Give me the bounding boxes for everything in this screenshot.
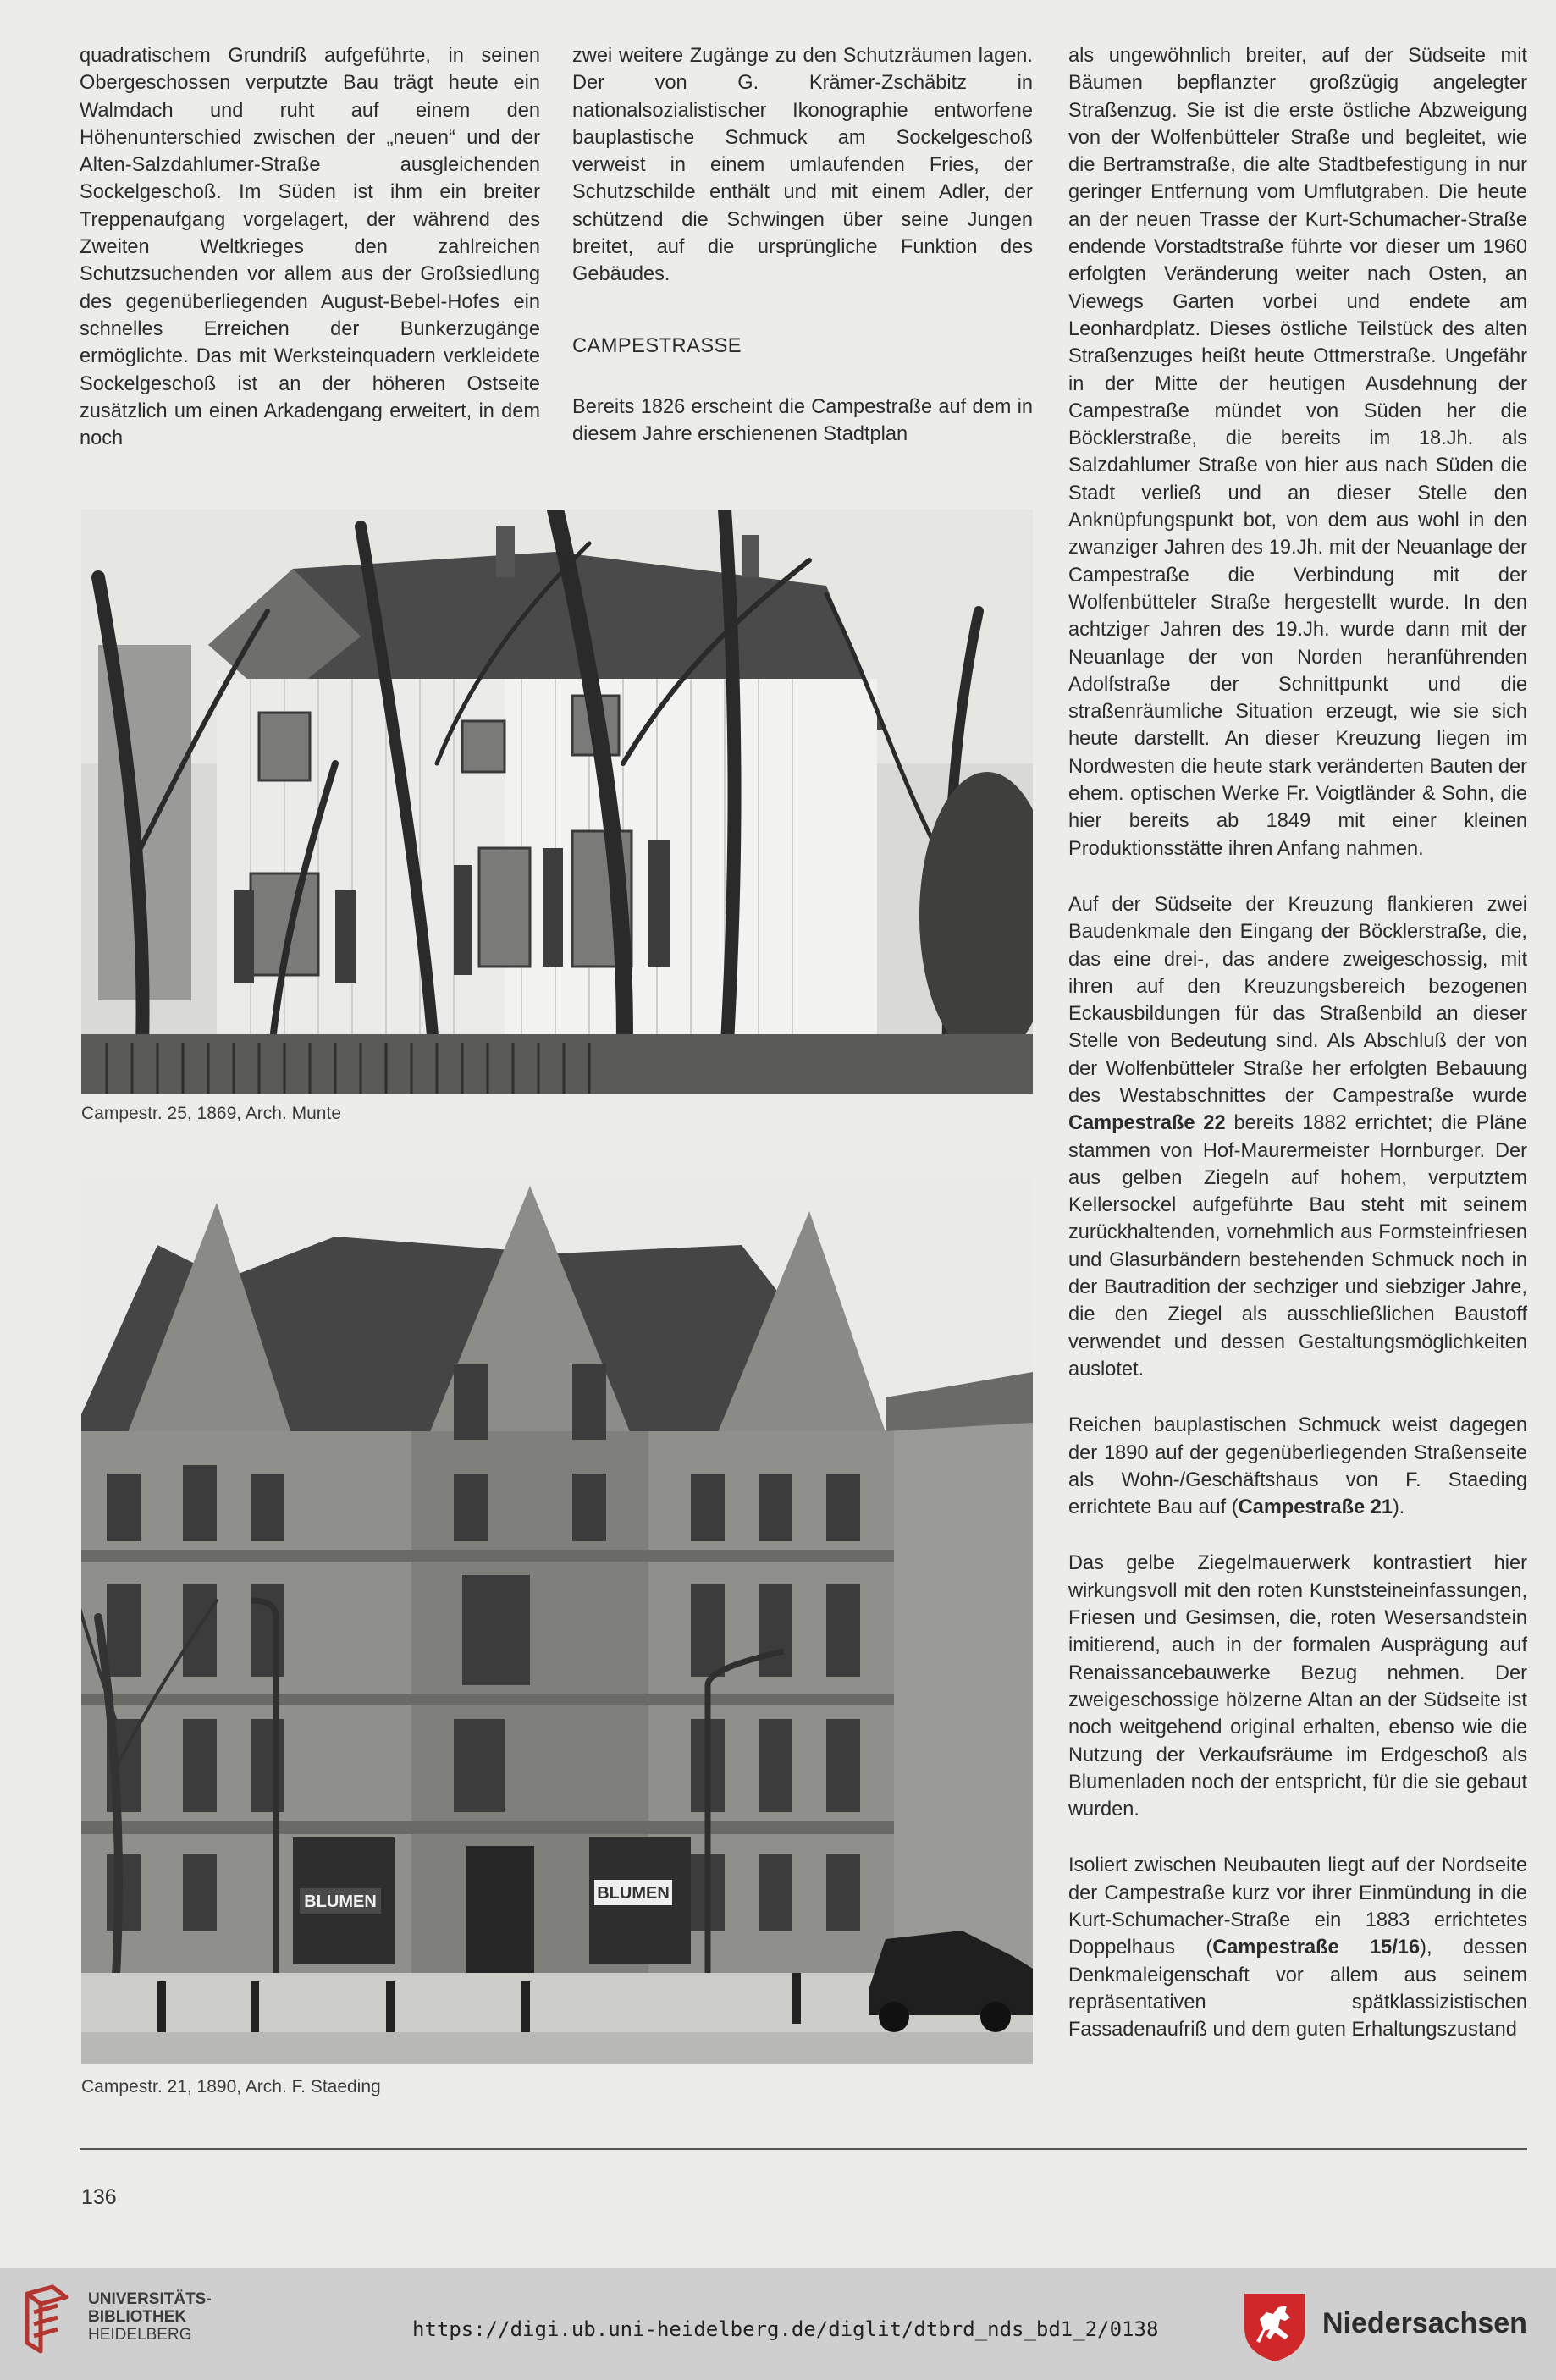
page-number: 136 [81,2185,117,2209]
photo-villa-image [81,510,1033,1094]
section-heading: CAMPESTRASSE [572,334,742,357]
bold-reference: Campestraße 22 [1068,1112,1226,1135]
bold-reference: Campestraße 15/16 [1212,1937,1421,1959]
bold-reference: Campestraße 21 [1238,1496,1393,1519]
text-run: Reichen bauplastischen Schmuck weist dagegen der 1890 auf der gegenüberliegenden Straßenseite als Wohn-/Geschäftshaus von F. Staeding errichtete Bau auf ( [1068,1414,1527,1519]
library-name-line: UNIVERSITÄTS- [88,2290,212,2308]
photo-villa [81,510,1033,1094]
text-run: ), dessen Denkmaleigenschaft vor allem aus seinem repräsentativen spätklassizistischen Fassadenaufriß und dem guten Erhaltungszustand [1068,1937,1527,2041]
photo-caption: Campestr. 21, 1890, Arch. F. Staeding [81,2077,381,2096]
photo-caption: Campestr. 25, 1869, Arch. Munte [81,1104,342,1123]
text-column-2 [572,42,1033,449]
paragraph [1068,891,1527,1383]
text-run: Isoliert zwischen Neubauten liegt auf der Nordseite der Campestraße kurz vor ihrer Einmündung in die Kurt-Schumacher-Straße ein 1883 errichtetes Doppelhaus ( [1068,1854,1527,1959]
paragraph: Bereits 1826 erscheint die Campestraße auf dem in diesem Jahre erschienenen Stadtplan [572,395,1033,446]
text-run: bereits 1882 errichtet; die Pläne stammen von Hof-Maurermeister Hornburger. Der aus gelben Ziegeln auf hohem, verputztem Kellersockel aufgeführte Bau steht mit seinem zurückhaltenden, vornehmlich aus Formsteinfriesen und Glasurbändern bestehenden Schmuck noch in der Bautradition der sechziger und siebziger Jahre, die den Ziegel als ausschließlichen Baustoff verwendet und dessen Gestaltungsmöglichkeiten auslotet. [1068,1112,1527,1380]
photo-corner-building [81,1177,1033,2064]
paragraph: als ungewöhnlich breiter, auf der Südseite mit Bäumen bepflanzter großzügig angelegter Straßenzug. Sie ist die erste östliche Abzweigung von der Wolfenbütteler Straße und begleitet, wie die Bertramstraße, die alte Stadtbefestigung in nur geringer Entfernung vom Umflutgraben. Die heute an der neuen Trasse der Kurt-Schumacher-Straße endende Vorstadtstraße führte vor dieser um 1960 erfolgten Veränderung weiter nach Osten, an Viewegs Garten vorbei und endete am Leonhardplatz. Dieses östliche Teilstück des alten Straßenzuges heißt heute Ottmerstraße. Ungefähr in der Mitte der heutigen Ausdehnung der Campestraße mündet von Süden her die Böcklerstraße, die bereits im 18.Jh. als Salzdahlumer Straße von hier aus nach Süden die Stadt verließ und an dieser Stelle den Anknüpfungspunkt bot, von dem aus wohl in den zwanziger Jahren des 19.Jh. mit der Neuanlage der Campestraße die Verbindung mit der Wolfenbütteler Straße hergestellt wurde. In den achtziger Jahren des 19.Jh. wurde dann mit der Neuanlage der von Norden heranführenden Adolfstraße der Schnittpunkt und die straßenräumliche Situation erzeugt, wie sie sich heute darstellt. An dieser Kreuzung liegen im Nordwesten die heute stark veränderten Bauten der ehem. optischen Werke Fr. Voigtländer & Sohn, die hier bereits ab 1849 mit einer kleinen Produktionsstätte ihren Anfang nahmen. [1068,45,1527,860]
text-column-3 [1068,42,1527,2043]
paragraph [1068,1852,1527,2043]
library-name-line: BIBLIOTHEK [88,2308,187,2326]
state-name: Niedersachsen [1322,2307,1527,2339]
library-name-line: HEIDELBERG [88,2326,192,2344]
footer-rule [80,2148,1527,2150]
permalink-url[interactable]: https://digi.ub.uni-heidelberg.de/diglit/dtbrd_nds_bd1_2/0138 [412,2317,1159,2341]
lower-saxony-horse-emblem-icon [1241,2290,1309,2363]
library-name [88,2290,212,2344]
shop-sign-left: BLUMEN [304,1892,377,1911]
photo-corner-building-image [81,1177,1033,2064]
text-run: Auf der Südseite der Kreuzung flankieren zwei Baudenkmale den Eingang der Böcklerstraße, die, das eine drei-, das andere zweigeschossig, mit ihren auf den Kreuzungsbereich bezogenen Eckausbildungen für das Straßenbild an dieser Stelle von Bedeutung sind. Als Abschluß der von der Wolfenbütteler Straße her erfolgten Bebauung des Westabschnittes der Campestraße wurde [1068,893,1527,1107]
paragraph: quadratischem Grundriß aufgeführte, in seinen Obergeschossen verputzte Bau trägt heute ein Walmdach und ruht auf einem den Höhenunterschied zwischen der „neuen“ und der Alten-Salzdahlumer-Straße ausgleichenden Sockelgeschoß. Im Süden ist ihm ein breiter Treppenaufgang vorgelagert, der während des Zweiten Weltkrieges den zahlreichen Schutzsuchenden vor allem aus der Großsiedlung des gegenüberliegenden August-Bebel-Hofes ein schnelles Erreichen der Bunkerzugänge ermöglichte. Das mit Werksteinquadern verkleidete Sockelgeschoß ist an der höheren Ostseite zusätzlich um einen Arkadengang erweitert, in dem noch [80,45,540,450]
paragraph [1068,1412,1527,1521]
paragraph: Das gelbe Ziegelmauerwerk kontrastiert hier wirkungsvoll mit den roten Kunststeineinfassungen, Friesen und Gesimsen, die, roten Wesersandstein imitierend, auch in der formalen Ausprägung auf Renaissancebauwerke Bezug nehmen. Der zweigeschossige hölzerne Altan an der Südseite ist noch weitgehend original erhalten, ebenso wie die Nutzung der Verkaufsräume im Erdgeschoß als Blumenladen noch der entspricht, für die sie gebaut wurden. [1068,1552,1527,1821]
text-run: ). [1392,1496,1405,1519]
text-column-1 [80,42,540,452]
paragraph: zwei weitere Zugänge zu den Schutzräumen lagen. Der von G. Krämer-Zschäbitz in nationalsozialistischer Ikonographie entworfene bauplastische Schmuck am Sockelgeschoß verweist in einem umlaufenden Fries, der Schutzschilde enthält und mit einem Adler, der schützend die Schwingen über seine Jungen breitet, auf die ursprüngliche Funktion des Gebäudes. [572,45,1033,286]
shop-sign-right: BLUMEN [597,1884,670,1903]
library-logo-icon [19,2284,74,2355]
